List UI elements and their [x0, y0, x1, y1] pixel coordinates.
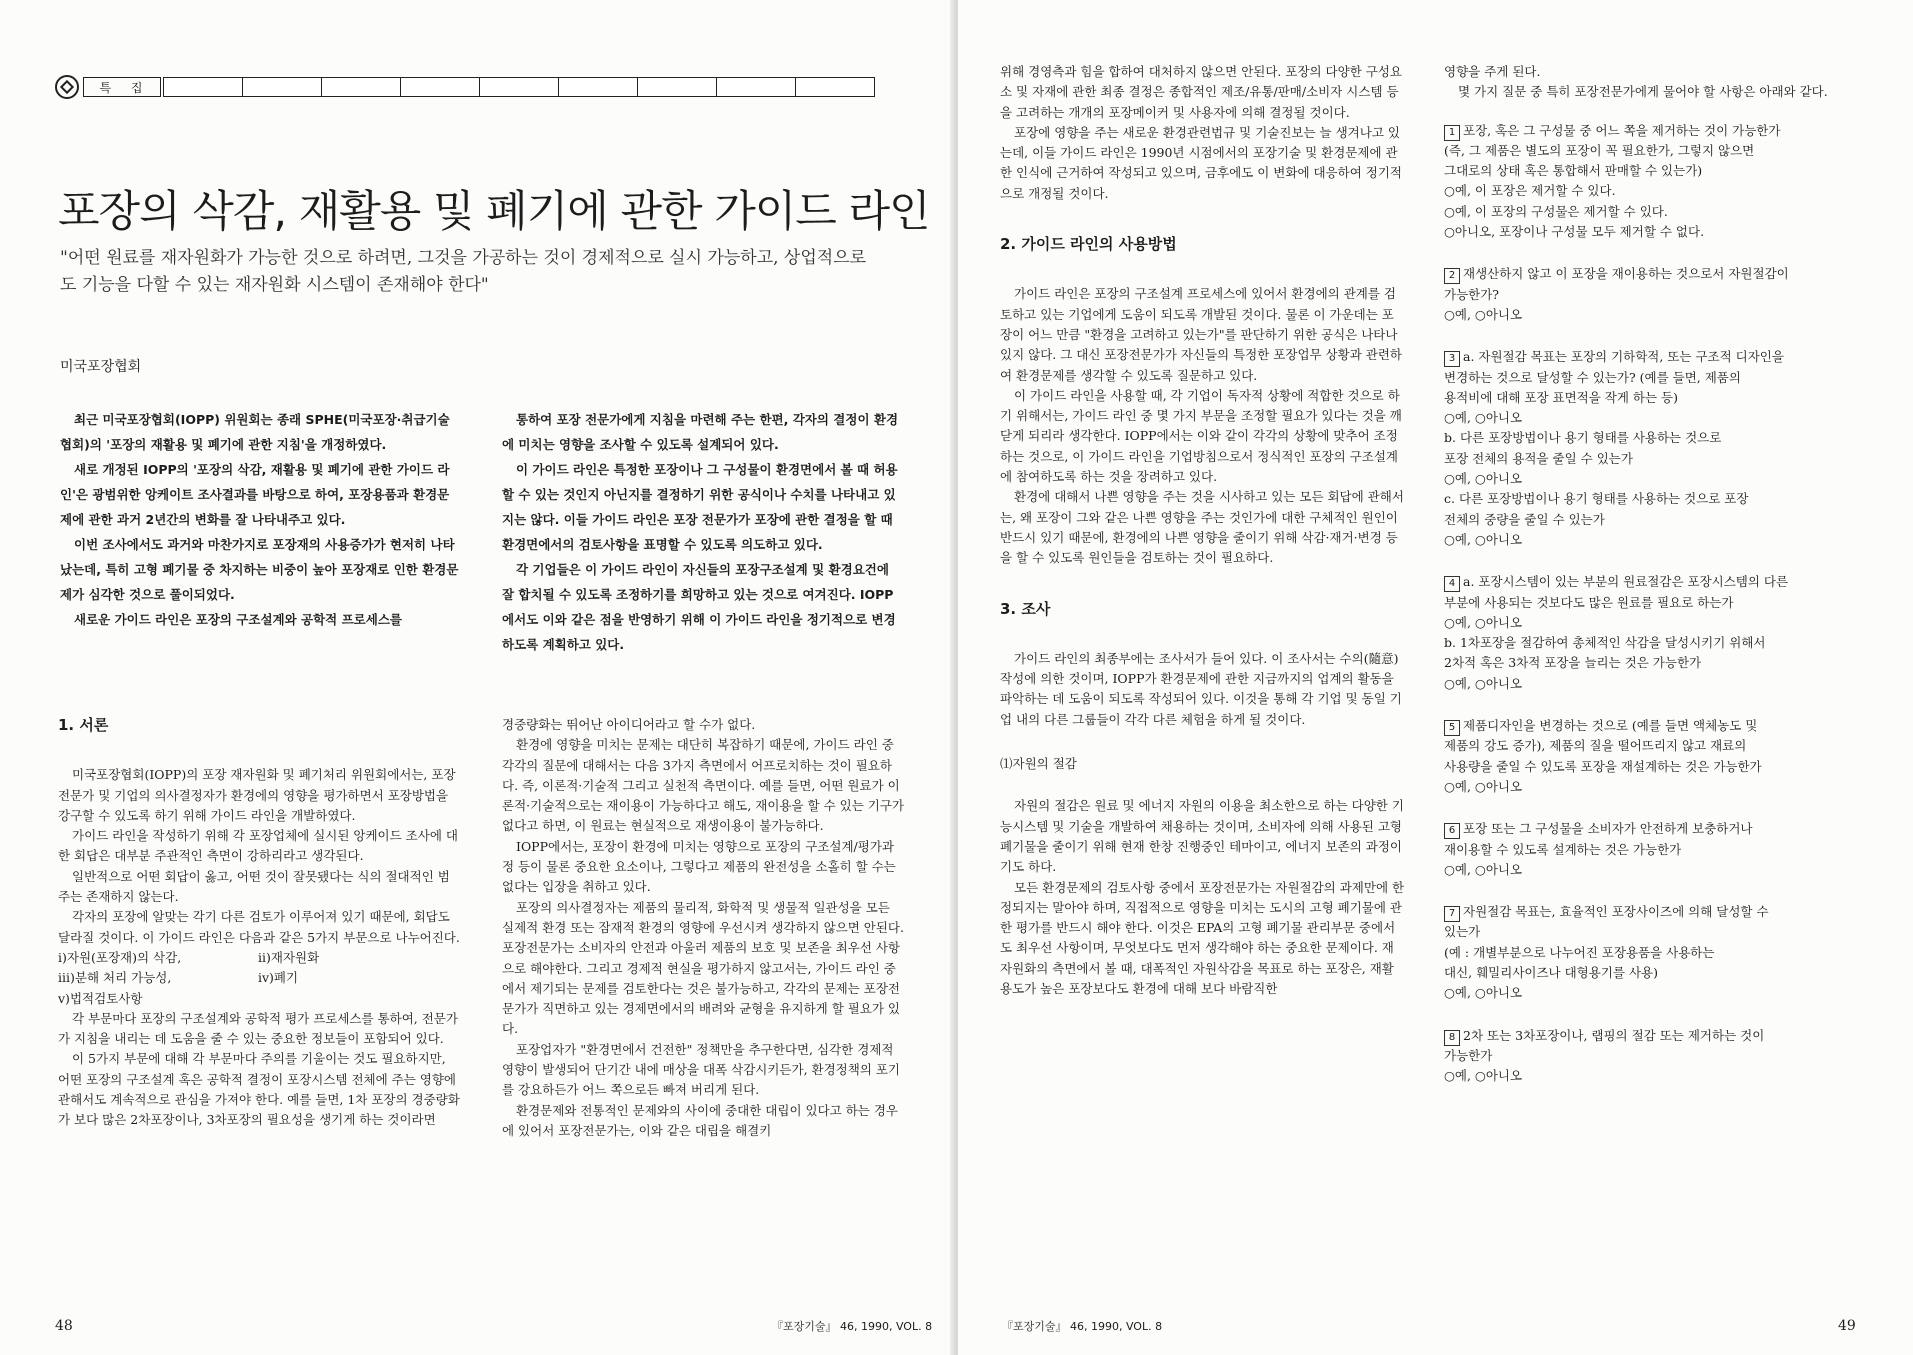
right-col-1: [1000, 62, 1405, 999]
section-heading: 3. 조사: [1000, 599, 1051, 618]
page-number: 48: [55, 1318, 73, 1334]
abstract-paragraph: 각 기업들은 이 가이드 라인이 자신들의 포장구조설계 및 환경요건에 잘 합치될 수 있도록 조정하기를 희망하고 있는 것으로 여겨진다. IOPP에서도 이와 같은 점을 반영하기 위해 이 가이드 라인을 정기적으로 변경하도록 계획하고 있다.: [502, 562, 896, 652]
body-paragraph: 환경에 대해서 나쁜 영향을 주는 것을 시사하고 있는 모든 회답에 관해서는, 왜 포장이 그와 같은 나쁜 영향을 주는 것인가에 대한 구체적인 원인이 반드시 있기 때문에, 환경에의 나쁜 영향을 줄이기 위해 삭감·재거·변경 등을 할 수 있도록 원인들을 검토하는 것이 필요하다.: [1000, 489, 1404, 566]
left-page: [0, 0, 955, 1355]
question-line: ○예, ○아니오: [1444, 778, 1523, 794]
question-line: ○예, ○아니오: [1444, 861, 1523, 877]
abstract-paragraph: 이번 조사에서도 과거와 마찬가지로 포장재의 사용증가가 현저히 나타났는데, 특히 고형 폐기물 중 차지하는 비중이 높아 포장재로 인한 환경문제가 심각한 것으로 풀이되었다.: [60, 537, 459, 602]
journal-footer: 『포장기술』 46, 1990, VOL. 8: [772, 1320, 933, 1333]
question-item: [1444, 716, 1864, 797]
question-item: [1444, 347, 1864, 550]
decorative-boxes: [163, 77, 875, 97]
section-heading: 2. 가이드 라인의 사용방법: [1000, 235, 1177, 254]
question-number: 8: [1444, 1030, 1460, 1046]
question-number: 6: [1444, 823, 1460, 839]
question-text: 6 포장 또는 그 구성물을 소비자가 안전하게 보충하거나: [1444, 819, 1864, 839]
question-line: 그대로의 상태 혹은 통합해서 판매할 수 있는가): [1444, 163, 1703, 179]
body-paragraph: 모든 환경문제의 검토사항 중에서 포장전문가는 자원절감의 과제만에 한정되지는 말아야 하며, 직접적으로 영향을 미치는 도시의 고형 폐기물에 관한 평가를 반드시 해야 한다. 이것은 EPA의 고형 폐기물 관리부문 중에서도 최우선 사항이며, 무엇보다도 먼저 생각해야 하는 중요한 문제이다. 재자원화의 측면에서 볼 때, 대폭적인 자원삭감을 목표로 하는 포장은, 재활용도가 높은 포장보다도 환경에 대해 보다 바람직한: [1000, 879, 1405, 996]
magazine-logo-icon: [55, 75, 79, 99]
question-line: 대신, 훼밀리사이즈나 대형용기를 사용): [1444, 964, 1658, 980]
question-line: 2차적 혹은 3차적 포장을 늘리는 것은 가능한가: [1444, 655, 1702, 671]
right-page: [958, 0, 1913, 1355]
question-item: [1444, 1026, 1864, 1087]
question-line: 가능한가: [1444, 1047, 1493, 1063]
question-line: b. 다른 포장방법이나 용기 형태를 사용하는 것으로: [1444, 430, 1722, 446]
body-paragraph: 자원의 절감은 원료 및 에너지 자원의 이용을 최소한으로 하는 다양한 기능시스템 및 기술을 개발하여 채용하는 것이며, 소비자에 의해 사용된 고형 폐기물을 줄이기 위해 현재 한창 진행중인 테마이고, 에너지 보존의 과정이기도 하다.: [1000, 798, 1404, 875]
question-line: ○예, ○아니오: [1444, 614, 1523, 630]
question-text: 2 재생산하지 않고 이 포장을 재이용하는 것으로서 자원절감이: [1444, 264, 1864, 284]
body-paragraph: 포장업자가 "환경면에서 건전한" 정책만을 추구한다면, 심각한 경제적 영향이 발생되어 단기간 내에 매상을 대폭 삭감시키든가, 환경정책의 포기를 강요하든가 어느 쪽으로든 빠져 버리게 된다.: [502, 1041, 901, 1098]
question-line: 제품의 강도 증가), 제품의 질을 떨어뜨리지 않고 재료의: [1444, 738, 1747, 754]
body-paragraph: 환경에 영향을 미치는 문제는 대단히 복잡하기 때문에, 가이드 라인 중 각각의 질문에 대해서는 다음 3가지 측면에서 어프로치하는 것이 필요하다. 즉, 이론적·기술적 그리고 실천적 측면이다. 예를 들면, 어떤 원료가 이론적·기술적으로는 재이용이 가능하다고 해도, 재이용을 할 수 있는 기구가 없다고 하면, 이 원료는 현실적으로 재생이용이 불가능하다.: [502, 737, 904, 834]
question-line: ○예, ○아니오: [1444, 471, 1523, 487]
question-line: (즉, 그 제품은 별도의 포장이 꼭 필요한가, 그렇지 않으면: [1444, 142, 1755, 158]
question-line: ○예, ○아니오: [1444, 985, 1523, 1001]
abstract-paragraph: 이 가이드 라인은 특정한 포장이나 그 구성물이 환경면에서 볼 때 허용할 수 있는 것인지 아닌지를 결정하기 위한 공식이나 수치를 나타내고 있지는 않다. 이들 가이드 라인은 포장 전문가가 포장에 관한 결정을 할 때 환경면에서의 검토사항을 표명할 수 있도록 의도하고 있다.: [502, 462, 898, 552]
article-title: 포장의 삭감, 재활용 및 폐기에 관한 가이드 라인: [58, 187, 930, 237]
question-line: ○예, 이 포장은 제거할 수 있다.: [1444, 183, 1616, 199]
body-paragraph: 환경문제와 전통적인 문제와의 사이에 중대한 대립이 있다고 하는 경우에 있어서 포장전문가는, 이와 같은 대립을 해결키: [502, 1102, 898, 1138]
abstract-paragraph: 새로운 가이드 라인은 포장의 구조설계와 공학적 프로세스를: [74, 612, 402, 627]
question-item: [1444, 264, 1864, 325]
question-line: ○아니오, 포장이나 구성물 모두 제거할 수 없다.: [1444, 224, 1705, 240]
body-paragraph: 몇 가지 질문 중 특히 포장전문가에게 물어야 할 사항은 아래와 같다.: [1458, 84, 1828, 100]
list-line: ⅲ)분해 처리 가능성, ⅳ)폐기: [58, 970, 299, 986]
question-item: [1444, 902, 1864, 1003]
subsection-heading: ⑴자원의 절감: [1000, 756, 1077, 772]
question-line: ○예, ○아니오: [1444, 531, 1523, 547]
question-line: (예 : 개별부분으로 나누어진 포장용품을 사용하는: [1444, 944, 1715, 960]
abstract-paragraph: 새로 개정된 IOPP의 '포장의 삭감, 재활용 및 폐기에 관한 가이드 라인'은 광범위한 앙케이트 조사결과를 바탕으로 하여, 포장용품과 환경문제에 관한 과거 2년간의 변화를 잘 나타내주고 있다.: [60, 462, 450, 527]
question-line: ○예, 이 포장의 구성물은 제거할 수 있다.: [1444, 203, 1668, 219]
body-paragraph: 포장의 의사결정자는 제품의 물리적, 화학적 및 생물적 일관성을 모든 실제적 환경 또는 잠재적 환경의 영향에 우선시켜 생각하지 않으면 안된다. 포장전문가는 소비자의 안전과 아울러 제품의 보호 및 보존을 최우선 사항으로 해야한다. 그리고 경제적 현실을 평가하지 않고서는, 가이드 라인 중에서 제기되는 문제를 검토한다는 것은 불가능하고, 각각의 문제는 포장전문가가 직면하고 있는 경제면에서의 배려와 균형을 유지하게 할 필요가 있다.: [502, 899, 904, 1037]
question-item: [1444, 819, 1864, 880]
question-line: 가능한가?: [1444, 286, 1500, 302]
body-paragraph: 포장에 영향을 주는 새로운 환경관련법규 및 기술진보는 늘 생겨나고 있는데, 이들 가이드 라인은 1990년 시점에서의 포장기술 및 환경문제에 관한 인식에 근거하여 작성되고 있으며, 금후에도 이 변화에 대응하여 정기적으로 개정될 것이다.: [1000, 124, 1402, 201]
question-line: 사용량을 줄일 수 있도록 포장을 재설계하는 것은 가능한가: [1444, 758, 1762, 774]
question-text: 3 a. 자원절감 목표는 포장의 기하학적, 또는 구조적 디자인을: [1444, 347, 1864, 367]
author: 미국포장협회: [60, 359, 142, 375]
section-heading: 1. 서론: [58, 716, 109, 734]
question-line: ○예, ○아니오: [1444, 306, 1523, 322]
question-line: 용적비에 대해 포장 표면적을 작게 하는 등): [1444, 389, 1678, 405]
question-text: 5 제품디자인을 변경하는 것으로 (예를 들면 액체농도 및: [1444, 716, 1864, 736]
question-number: 4: [1444, 576, 1460, 592]
question-line: 부분에 사용되는 것보다도 많은 원료를 필요로 하는가: [1444, 594, 1734, 610]
question-item: [1444, 572, 1864, 694]
abstract-col-1: [60, 407, 460, 632]
question-line: 재이용할 수 있도록 설계하는 것은 가능한가: [1444, 841, 1682, 857]
question-text: 8 2차 또는 3차포장이나, 랩핑의 절감 또는 제거하는 것이: [1444, 1026, 1864, 1046]
article-subtitle: "어떤 원료를 재자원화가 가능한 것으로 하려면, 그것을 가공하는 것이 경제적으로 실시 가능하고, 상업적으로도 기능을 다할 수 있는 재자원화 시스템이 존재해야 한다": [60, 248, 867, 295]
question-line: ○예, ○아니오: [1444, 410, 1523, 426]
body-paragraph: 미국포장협회(IOPP)의 포장 재자원화 및 폐기처리 위원회에서는, 포장 전문가 및 기업의 의사결정자가 환경에의 영향을 평가하면서 포장방법을 강구할 수 있도록 하기 위해 가이드 라인을 개발하였다.: [58, 767, 456, 823]
journal-footer: 『포장기술』 46, 1990, VOL. 8: [1002, 1320, 1163, 1333]
question-list: [1444, 121, 1864, 1087]
question-line: 포장 전체의 용적을 줄일 수 있는가: [1444, 450, 1633, 466]
question-number: 7: [1444, 906, 1460, 922]
list-line: ⅰ)자원(포장재)의 삭감, ⅱ)재자원화: [58, 949, 320, 965]
question-line: ○예, ○아니오: [1444, 1068, 1523, 1084]
question-number: 2: [1444, 268, 1460, 284]
question-line: ○예, ○아니오: [1444, 675, 1523, 691]
question-text: 1 포장, 혹은 그 구성물 중 어느 쪽을 제거하는 것이 가능한가: [1444, 121, 1864, 141]
body-paragraph: IOPP에서는, 포장이 환경에 미치는 영향으로 포장의 구조설계/평가과정 등이 물론 중요한 요소이나, 그렇다고 제품의 완전성을 소홀히 할 수는 없다는 입장을 취하고 있다.: [502, 838, 896, 895]
right-col-2: [1444, 62, 1864, 1108]
section-band: [55, 74, 875, 100]
question-line: 있는가: [1444, 924, 1481, 940]
question-number: 1: [1444, 125, 1460, 141]
body-paragraph: 경중량화는 뛰어난 아이디어라고 할 수가 없다.: [502, 717, 756, 732]
body-paragraph: 각 부문마다 포장의 구조설계와 공학적 평가 프로세스를 통하여, 전문가가 지침을 내리는 데 도움을 줄 수 있는 중요한 정보들이 포함되어 있다.: [58, 1010, 458, 1047]
question-text: 7 자원절감 목표는, 효율적인 포장사이즈에 의해 달성할 수: [1444, 902, 1864, 922]
body-paragraph: 가이드 라인은 포장의 구조설계 프로세스에 있어서 환경에의 관계를 검토하고 있는 기업에게 도움이 되도록 개발된 것이다. 물론 이 가운데는 포장이 어느 만큼 "환경을 고려하고 있는가"를 판단하기 위한 공식은 나타나 있지 않다. 그 대신 포장전문가가 자신들의 특정한 포장업무 상황과 관련하여 환경문제를 생각할 수 있도록 질문하고 있다.: [1000, 286, 1402, 383]
body-paragraph: 가이드 라인을 작성하기 위해 각 포장업체에 실시된 앙케이드 조사에 대한 회답은 대부분 주관적인 측면이 강하리라고 생각된다.: [58, 828, 458, 864]
body-paragraph: 위해 경영측과 힘을 합하여 대처하지 않으면 안된다. 포장의 다양한 구성요소 및 자재에 관한 최종 결정은 종합적인 제조/유통/판매/소비자 시스템 등을 고려하는 개개의 포장메이커 및 사용자에 의해 결정될 것이다.: [1000, 64, 1402, 120]
body-paragraph: 영향을 주게 된다.: [1444, 64, 1541, 79]
question-line: b. 1차포장을 절감하여 총체적인 삭감을 달성시키기 위해서: [1444, 635, 1766, 651]
question-line: 전체의 중량을 줄일 수 있는가: [1444, 511, 1605, 527]
body-col-1: [58, 715, 460, 1131]
body-col-2: [502, 715, 904, 1141]
abstract-paragraph: 통하여 포장 전문가에게 지침을 마련해 주는 한편, 각자의 결정이 환경에 미치는 영향을 조사할 수 있도록 설계되어 있다.: [502, 412, 899, 452]
body-paragraph: 각자의 포장에 알맞는 각기 다른 검토가 이루어져 있기 때문에, 회답도 달라질 것이다. 이 가이드 라인은 다음과 같은 5가지 부문으로 나누어진다.: [58, 909, 460, 945]
question-line: c. 다른 포장방법이나 용기 형태를 사용하는 것으로 포장: [1444, 491, 1749, 507]
abstract-col-2: [502, 407, 902, 657]
question-text: 4 a. 포장시스템이 있는 부분의 원료절감은 포장시스템의 다른: [1444, 572, 1864, 592]
body-paragraph: 이 5가지 부문에 대해 각 부문마다 주의를 기울이는 것도 필요하지만, 어떤 포장의 구조설계 혹은 공학적 결정이 포장시스템 전체에 주는 영향에 관해서도 계속적으로 관심을 가져야 한다. 예를 들면, 1차 포장의 경중량화가 보다 많은 2차포장이나, 3차포장의 필요성을 생기게 하는 것이라면: [58, 1051, 460, 1128]
body-paragraph: 가이드 라인의 최종부에는 조사서가 들어 있다. 이 조사서는 수의(隨意)작성에 의한 것이며, IOPP가 환경문제에 관한 지금까지의 업계의 활동을 파악하는 데 도움이 되도록 작성되어 있다. 이것을 통해 각 기업 및 동일 기업 내의 다른 그룹들이 각각 다른 체험을 하게 될 것이다.: [1000, 650, 1402, 727]
body-paragraph: 일반적으로 어떤 회답이 옳고, 어떤 것이 잘못됐다는 식의 절대적인 범주는 존재하지 않는다.: [58, 868, 450, 905]
body-paragraph: 이 가이드 라인을 사용할 때, 각 기업이 독자적 상황에 적합한 것으로 하기 위해서는, 가이드 라인 중 몇 가지 부문을 조정할 필요가 있다는 것을 깨닫게 되리라 생각한다. IOPP에서는 이와 같이 각각의 상황에 맞추어 조정하는 것으로, 이 가이드 라인을 기업방침으로서 정식적인 포장의 구조설계에 참여하도록 하는 것을 장려하고 있다.: [1000, 387, 1402, 485]
question-number: 5: [1444, 720, 1460, 736]
question-item: [1444, 121, 1864, 243]
question-line: 변경하는 것으로 달성할 수 있는가? (예를 들면, 제품의: [1444, 369, 1741, 385]
abstract-paragraph: 최근 미국포장협회(IOPP) 위원회는 종래 SPHE(미국포장·취급기술협회)의 '포장의 재활용 및 폐기에 관한 지침'을 개정하였다.: [60, 412, 450, 452]
page-number: 49: [1838, 1318, 1856, 1334]
section-tag: 특 집: [83, 77, 161, 97]
question-number: 3: [1444, 351, 1460, 367]
list-line: ⅴ)법적검토사항: [58, 990, 143, 1006]
